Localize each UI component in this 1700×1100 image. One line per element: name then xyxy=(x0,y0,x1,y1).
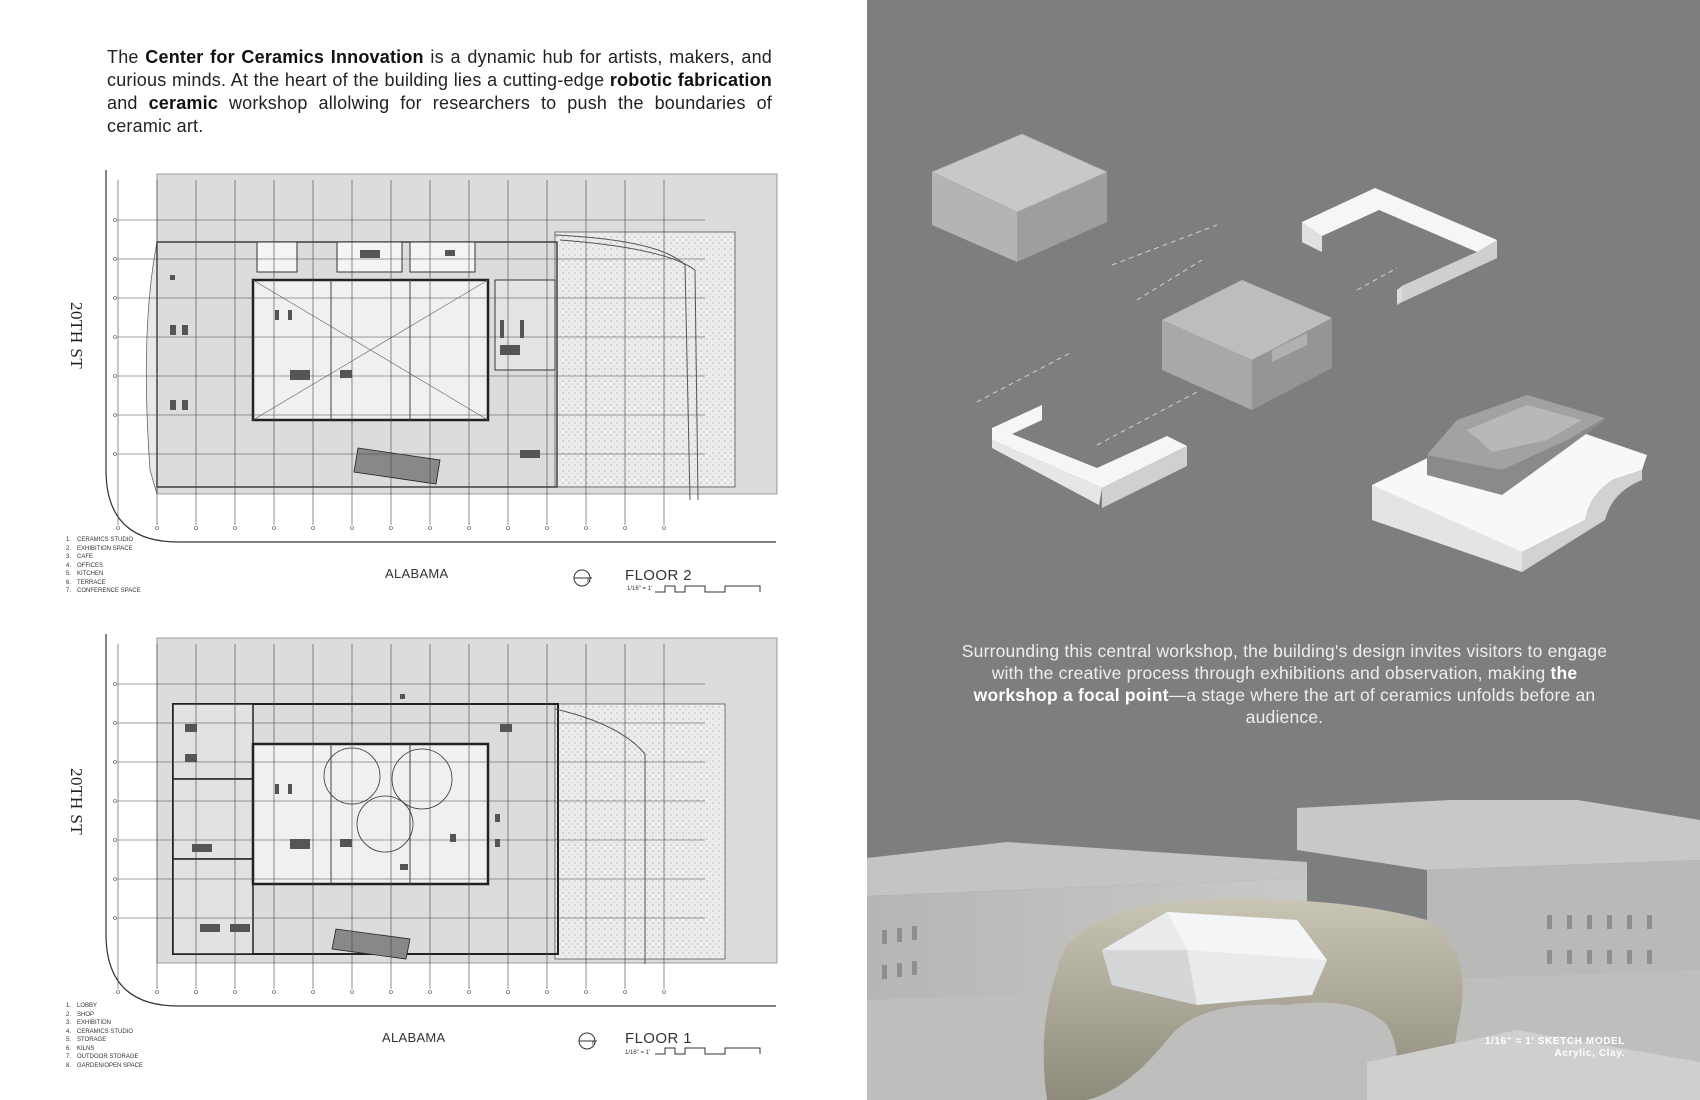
legend-item: 6. TERRACE xyxy=(66,579,106,586)
legend-item: 6. KILNS xyxy=(66,1045,95,1052)
floor2-plan-drawing xyxy=(100,170,790,545)
caption-paragraph: Surrounding this central workshop, the building's design invites visitors to engage with the creative process through exhibitions and observation, making the workshop a focal point—a stage where the art of ceramics unfolds before an audience. xyxy=(961,641,1608,727)
legend-item: 2. EXHIBITION SPACE xyxy=(66,545,133,552)
floor1-scale-label: 1/16" = 1' xyxy=(625,1050,651,1056)
roof-volume xyxy=(932,134,1107,262)
legend-item: 4. CERAMICS STUDIO xyxy=(66,1028,134,1035)
exploded-massing-diagram xyxy=(867,0,1700,600)
floor2-legend xyxy=(66,536,141,596)
legend-item: 3. EXHIBITION xyxy=(66,1020,112,1026)
upper-u-volume xyxy=(1302,188,1497,305)
intro-bold-robotic: robotic fabrication xyxy=(609,70,772,90)
floor1-scale-bar xyxy=(655,1046,765,1056)
floor2-street-20th: 20TH ST xyxy=(67,302,86,370)
intro-paragraph: The Center for Ceramics Innovation is a dynamic hub for artists, makers, and curious minds. At the heart of the building lies a cutting-edge robotic fabrication and ceramic workshop allolwing for researchers to push the boundaries of ceramic art. xyxy=(107,47,772,136)
legend-item: 4. OFFICES xyxy=(66,562,104,569)
legend-item: 5. STORAGE xyxy=(66,1037,107,1043)
svg-text:N: N xyxy=(587,578,591,584)
legend-item: 7. OUTDOOR STORAGE xyxy=(66,1054,139,1060)
right-page xyxy=(867,0,1700,1100)
legend-item: 8. GARDEN/OPEN SPACE xyxy=(66,1062,143,1069)
floor2-street-alabama: ALABAMA xyxy=(385,566,449,581)
north-arrow-icon xyxy=(577,1030,599,1052)
caption-bold-focal-point: the workshop a focal point xyxy=(973,663,1578,705)
legend-item: 3. CAFE xyxy=(66,554,94,560)
legend-item: 5. KITCHEN xyxy=(66,571,104,577)
floor1-title: FLOOR 1 xyxy=(625,1030,692,1047)
floor1-plan-drawing xyxy=(100,634,790,1009)
workshop-volume xyxy=(1162,280,1332,410)
model-material-line: Acrylic, Clay. xyxy=(1554,1048,1625,1059)
svg-text:N: N xyxy=(592,1041,596,1047)
legend-item: 1. CERAMICS STUDIO xyxy=(66,537,134,543)
legend-item: 7. CONFERENCE SPACE xyxy=(66,588,141,594)
floor1-street-alabama: ALABAMA xyxy=(382,1030,446,1045)
intro-bold-center-name: Center for Ceramics Innovation xyxy=(145,47,424,67)
floor2-title: FLOOR 2 xyxy=(625,567,692,584)
model-scale-line: 1/16" = 1' SKETCH MODEL xyxy=(1484,1036,1625,1047)
model-scale-label xyxy=(1485,1036,1625,1060)
legend-item: 1. LOBBY xyxy=(66,1003,98,1009)
floor2-scale-bar xyxy=(655,584,765,594)
floor2-scale-label: 1/16" = 1' xyxy=(627,586,653,592)
floor1-street-20th: 20TH ST xyxy=(67,768,86,836)
lower-u-volume xyxy=(992,405,1187,508)
intro-bold-ceramic: ceramic xyxy=(148,93,219,113)
north-arrow-icon xyxy=(572,567,594,589)
legend-item: 2. SHOP xyxy=(66,1011,95,1018)
sculpted-site-volume xyxy=(1372,395,1647,572)
floor1-legend xyxy=(66,1002,143,1070)
